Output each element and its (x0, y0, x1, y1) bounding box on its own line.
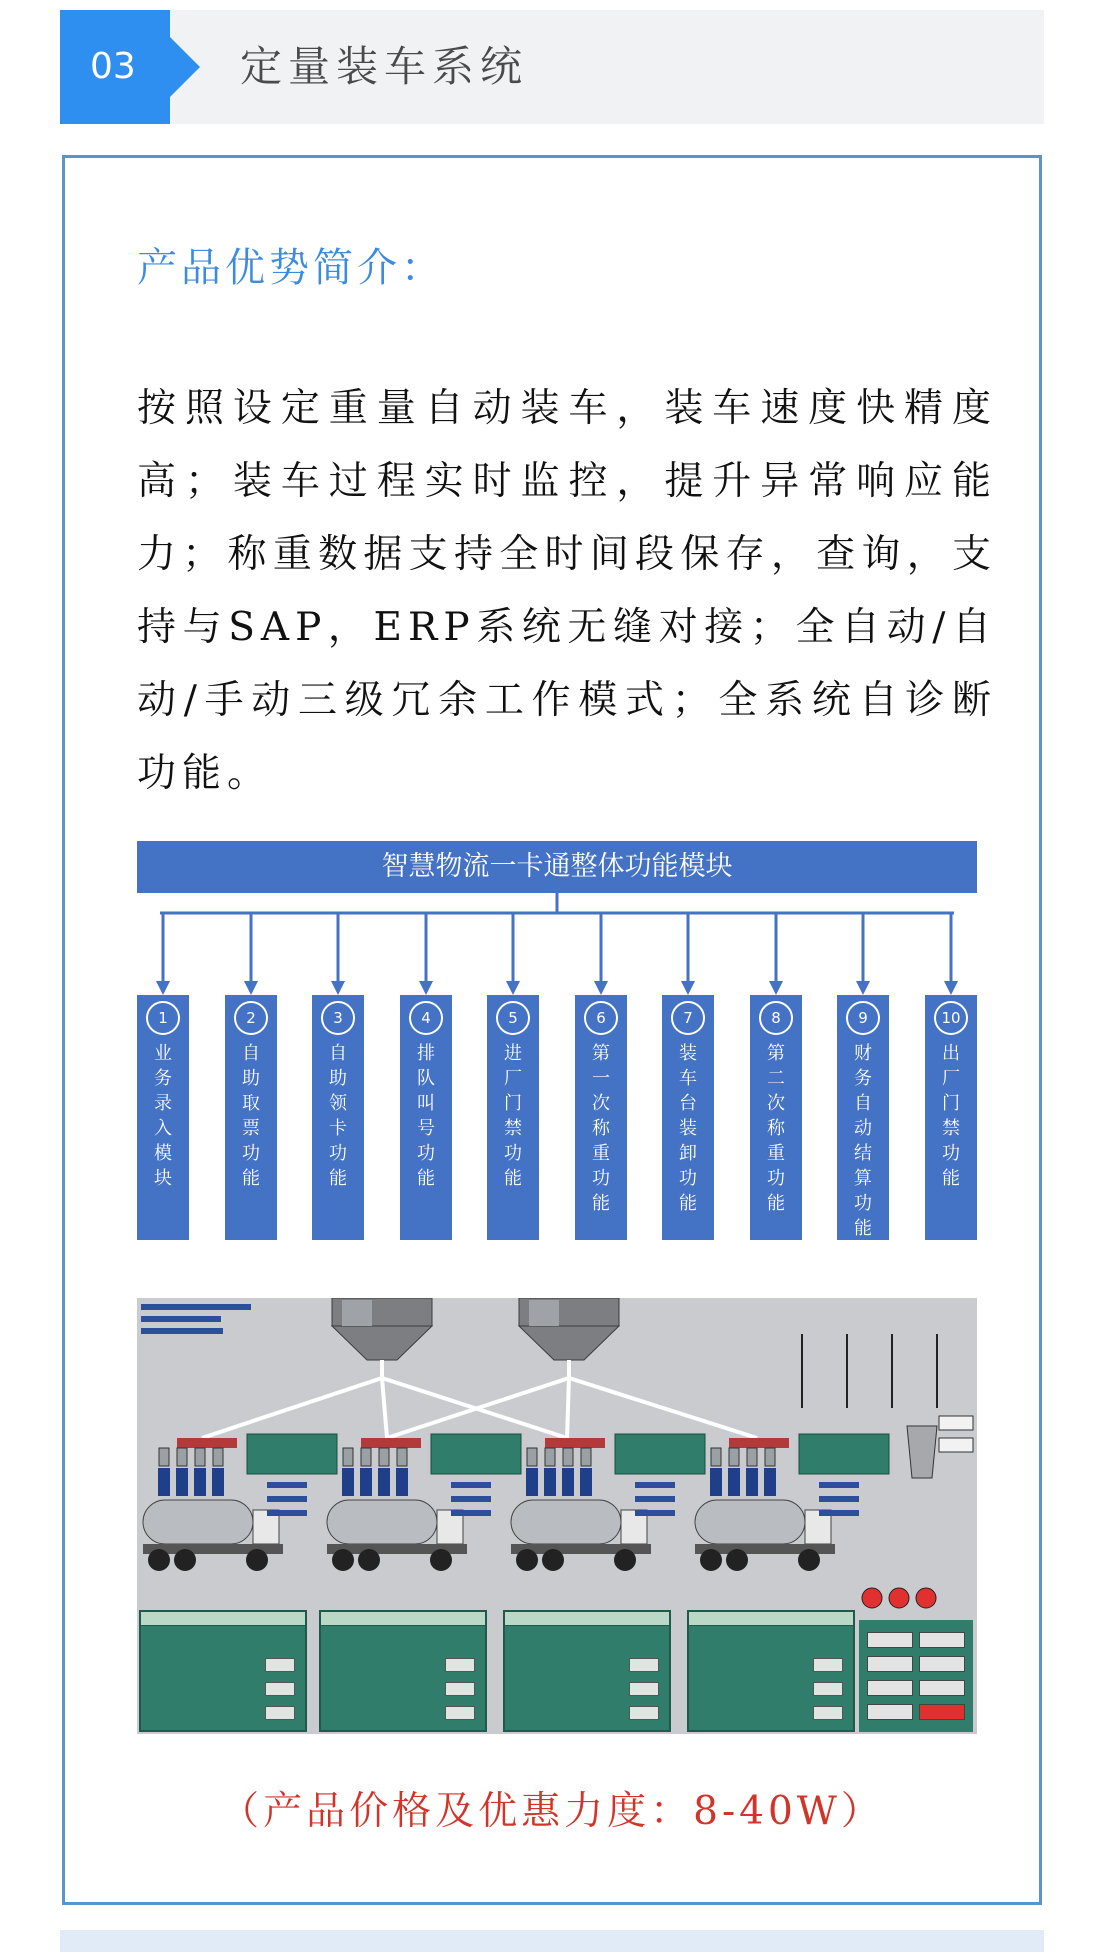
module-number: 4 (409, 1001, 443, 1035)
module-box (400, 995, 452, 1240)
section-arrow-icon (170, 37, 200, 97)
module-number: 10 (934, 1001, 968, 1035)
module-label: 出厂门禁功能 (942, 1043, 960, 1189)
module-diagram (137, 841, 977, 1241)
module-number: 8 (759, 1001, 793, 1035)
section-number: 03 (60, 10, 170, 124)
next-section-bar (60, 1930, 1044, 1952)
arrow-down-icon (681, 981, 695, 995)
module-box (487, 995, 539, 1240)
module-box (575, 995, 627, 1240)
module-number: 5 (496, 1001, 530, 1035)
bay-panel-2 (319, 1610, 487, 1732)
section-title: 定量装车系统 (240, 42, 529, 91)
module-box (837, 995, 889, 1240)
arrow-down-icon (856, 981, 870, 995)
module-number: 3 (321, 1001, 355, 1035)
control-panel (859, 1620, 973, 1732)
subtitle: 产品优势简介： (137, 245, 445, 291)
arrow-down-icon (594, 981, 608, 995)
module-number: 2 (234, 1001, 268, 1035)
arrow-down-icon (944, 981, 958, 995)
module-box (662, 995, 714, 1240)
diagram-title: 智慧物流一卡通整体功能模块 (137, 841, 977, 893)
module-number: 6 (584, 1001, 618, 1035)
module-label: 进厂门禁功能 (504, 1043, 522, 1189)
module-number: 9 (846, 1001, 880, 1035)
module-label: 业务录入模块 (154, 1043, 172, 1189)
arrow-down-icon (244, 981, 258, 995)
module-box (750, 995, 802, 1240)
module-label: 第二次称重功能 (767, 1043, 785, 1214)
bay-panel-4 (687, 1610, 855, 1732)
module-label: 排队叫号功能 (417, 1043, 435, 1189)
module-number: 1 (146, 1001, 180, 1035)
arrow-down-icon (331, 981, 345, 995)
module-box (312, 995, 364, 1240)
arrow-down-icon (419, 981, 433, 995)
price-note: （产品价格及优惠力度：8-40W） (220, 1789, 884, 1834)
diagram-connectors (137, 841, 977, 1001)
bay-panel-3 (503, 1610, 671, 1732)
bay-panel-1 (139, 1610, 307, 1732)
description: 按照设定重量自动装车，装车速度快精度高；装车过程实时监控，提升异常响应能力；称重数据支持全时间段保存，查询，支持与SAP，ERP系统无缝对接；全自动/自动/手动三级冗余工作模式；全系统自诊断功能。 (137, 386, 997, 796)
module-label: 自助领卡功能 (329, 1043, 347, 1189)
loading-system-screenshot (137, 1298, 977, 1734)
module-number: 7 (671, 1001, 705, 1035)
module-label: 装车台装卸功能 (679, 1043, 697, 1214)
module-label: 财务自动结算功能 (854, 1043, 872, 1239)
module-box (137, 995, 189, 1240)
module-label: 自助取票功能 (242, 1043, 260, 1189)
arrow-down-icon (156, 981, 170, 995)
content-card (62, 155, 1042, 1905)
arrow-down-icon (769, 981, 783, 995)
module-box (925, 995, 977, 1240)
module-box (225, 995, 277, 1240)
section-header (60, 10, 1044, 124)
arrow-down-icon (506, 981, 520, 995)
module-label: 第一次称重功能 (592, 1043, 610, 1214)
